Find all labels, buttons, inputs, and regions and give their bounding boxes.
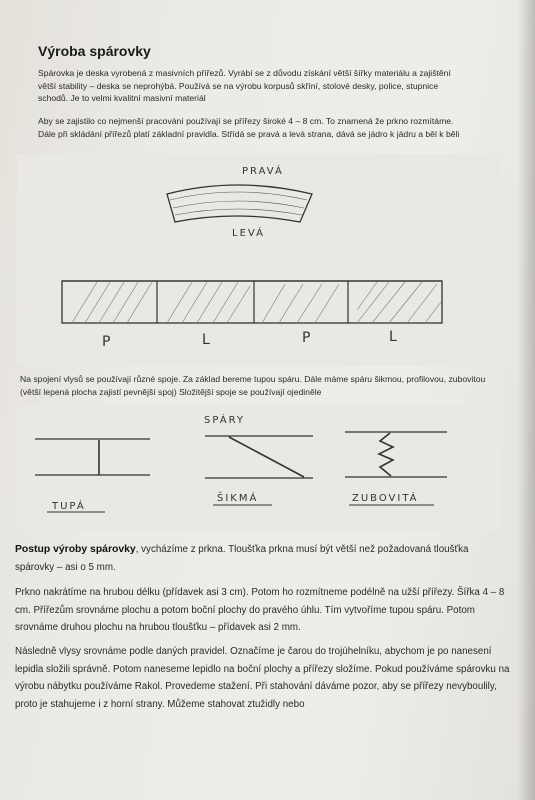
label-leva: LEVÁ [232,228,265,239]
page-edge-shadow [517,0,535,800]
procedure-heading-rest: , vycházíme z prkna. Tloušťka prkna musí být větší než požadovaná tloušťka spárovky – asi o 5 mm. [15,544,469,573]
procedure-heading: Postup výroby spárovky [15,544,136,555]
procedure-paragraph [15,541,505,576]
strip-label-4: L [389,329,397,345]
procedure-step-1: Prkno nakrátíme na hrubou délku (přídavek asi 3 cm). Potom ho rozmítneme podélně na užší přířezy. Šířka 4 – 8 cm. Přířezům srovnáme plochu a potom boční plochy do pravého úhlu. Tím vytvoříme tupou spáru. Potom srovnáme druhou plochu na hrubou tloušťku – přídavek asi 2 mm. [15,587,505,633]
joint-label-tupa: TUPÁ [52,501,86,512]
board-cross-section [167,185,312,222]
strip-label-3: P [302,330,311,346]
joints-header: SPÁRY [204,415,245,426]
joints-paragraph: Na spojení vlysů se používají různé spoje. Za základ bereme tupou spáru. Dále máme spáru šikmou, profilovou, zubovitou (větší lepená plocha zajistí pevnější spoj) Složitější spoje se používají ojediněle [20,374,486,397]
joint-label-sikma: ŠIKMÁ [217,493,259,504]
finger-joint-line [379,433,393,476]
procedure-step-2: Následně vlysy srovnáme podle daných pravidel. Označíme je čarou do trojúhelníku, abychom je po nanesení lepidla složili správně. Potom naneseme lepidlo na boční plochy a přířezy složíme. Pokud používáme spárovku na výrobu nábytku používáme Rakol. Provedeme stažení. Při stahování dáváme pozor, aby se přířezy nevyboulily, proto je stahujeme i z horní strany. Můžeme stahovat ztužidly nebo [15,646,510,710]
page-title: Výroba spárovky [38,43,151,59]
board-orientation-figure [17,154,501,366]
scarf-joint-line [229,437,304,477]
joint-label-zubovita: ZUBOVITÁ [352,493,419,504]
joint-types-figure [17,405,501,531]
rules-paragraph: Aby se zajistilo co nejmenší pracování používají se přířezy široké 4 – 8 cm. To znamená že prkno rozmítáme. Dále při skládání přířezů platí základní pravidla. Střídá se pravá a levá strana, dává se jádro k jádru a běl k běli [38,116,460,139]
strip-label-1: P [102,334,111,350]
label-prava: PRAVÁ [242,166,284,177]
intro-paragraph: Spárovka je deska vyrobená z masivních přířezů. Vyrábí se z důvodu získání větší šířky materiálu a zajištění větší stability – deska se neprohýbá. Používá se na výrobu korpusů skříní, stolové desky, police, stupnice schodů. Je to velmi kvalitní masivní materiál [38,68,451,104]
strip-label-2: L [202,332,210,348]
